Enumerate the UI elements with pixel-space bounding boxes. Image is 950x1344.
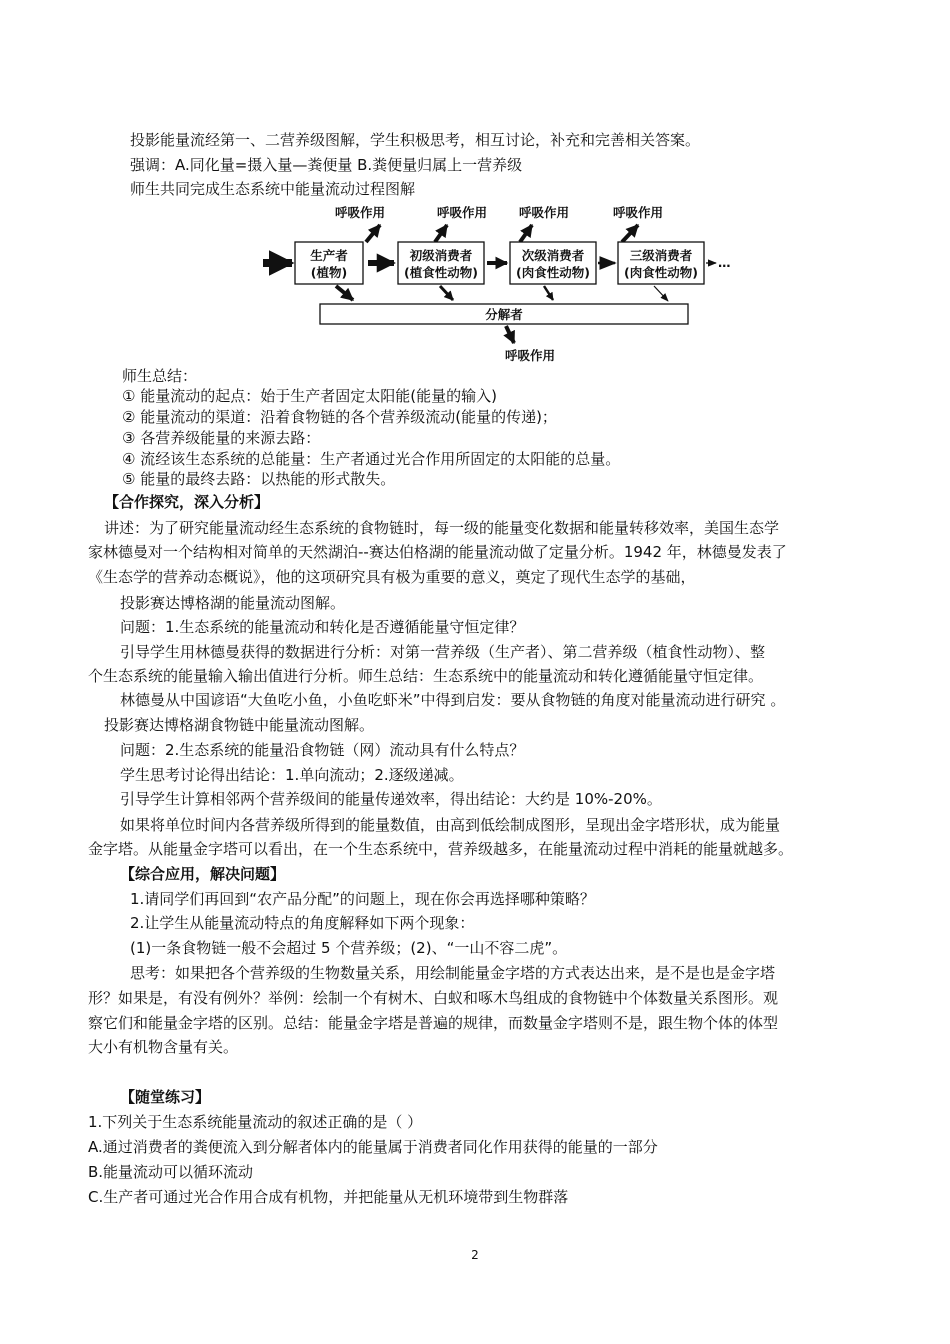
secondary-consumer-label: 次级消费者 [521,248,585,263]
respiration-label-tertiary: 呼吸作用 [612,205,664,220]
think-line-1: 思考：如果把各个营养级的生物数量关系，用绘制能量金字塔的方式表达出来，是不是也是金字塔 [130,964,776,982]
application-question-3: (1)一条食物链一般不会超过 5 个营养级；(2)、“一山不容二虎”。 [130,939,568,957]
question-1: 问题：1.生态系统的能量流动和转化是否遵循能量守恒定律？ [120,618,525,636]
respiration-arrow-secondary [520,225,532,242]
summary-item-4: ④ 流经该生态系统的总能量：生产者通过光合作用所固定的太阳能的总量。 [122,450,621,468]
primary-consumer-label: 初级消费者 [409,248,473,263]
summary-item-2: ② 能量流动的渠道：沿着食物链的各个营养级流动(能量的传递)； [122,408,557,426]
producer-sublabel: (植物) [310,265,348,280]
continuation-ellipsis: … [718,255,731,270]
conclusion-line: 学生思考讨论得出结论：1.单向流动；2.逐级递减。 [120,766,464,784]
page-number: 2 [471,1248,479,1262]
practice-option-a: A.通过消费者的粪便流入到分解者体内的能量属于消费者同化作用获得的能量的一部分 [88,1138,658,1156]
respiration-label-secondary: 呼吸作用 [518,205,570,220]
projection-line-2: 投影赛达博格湖食物链中能量流动图解。 [104,716,375,734]
application-question-1: 1.请同学们再回到“农产品分配”的问题上，现在你会再选择哪种策略？ [130,890,595,908]
application-question-2: 2.让学生从能量流动特点的角度解释如下两个现象： [130,914,475,932]
decompose-arrow-secondary [544,286,553,300]
respiration-label-producer: 呼吸作用 [334,205,386,220]
secondary-consumer-sublabel: (肉食性动物) [516,265,590,280]
proverb-line: 林德曼从中国谚语“大鱼吃小鱼，小鱼吃虾米”中得到启发：要从食物链的角度对能量流动进行研究 。 [120,691,786,709]
decompose-arrow-primary [440,286,453,300]
lecture-line-3: 《生态学的营养动态概说》，他的这项研究具有极为重要的意义，奠定了现代生态学的基础， [88,568,696,586]
lecture-line-2: 家林德曼对一个结构相对简单的天然湖泊--赛达伯格湖的能量流动做了定量分析。1942 年，林德曼发表了 [88,543,787,561]
analysis-line-1: 引导学生用林德曼获得的数据进行分析：对第一营养级（生产者）、第二营养级（植食性动物）、整 [120,643,766,661]
pyramid-line-2: 金字塔。从能量金字塔可以看出，在一个生态系统中，营养级越多，在能量流动过程中消耗的能量就越多。 [88,840,794,858]
pyramid-line-1: 如果将单位时间内各营养级所得到的能量数值，由高到低绘制成图形，呈现出金字塔形状，成为能量 [120,816,781,834]
section-heading-practice: 【随堂练习】 [120,1088,211,1106]
projection-line-1: 投影赛达博格湖的能量流动图解。 [120,594,346,612]
respiration-arrow-tertiary [622,225,638,242]
respiration-label-decomposer: 呼吸作用 [504,348,556,363]
think-line-4: 大小有机物含量有关。 [88,1038,239,1056]
question-2: 问题：2.生态系统的能量沿食物链（网）流动具有什么特点？ [120,741,525,759]
summary-item-3: ③ 各营养级能量的来源去路： [122,429,321,447]
intro-line-2: 强调：A.同化量=摄入量—粪便量 B.粪便量归属上一营养级 [130,156,523,174]
tertiary-consumer-sublabel: (肉食性动物) [624,265,698,280]
practice-option-b: B.能量流动可以循环流动 [88,1163,254,1181]
summary-title: 师生总结： [122,367,198,385]
intro-line-1: 投影能量流经第一、二营养级图解，学生积极思考，相互讨论，补充和完善相关答案。 [130,131,701,149]
intro-line-3: 师生共同完成生态系统中能量流动过程图解 [130,180,416,198]
section-heading-application: 【综合应用，解决问题】 [120,865,286,883]
think-line-3: 察它们和能量金字塔的区别。总结：能量金字塔是普遍的规律，而数量金字塔则不是，跟生物个体的体型 [88,1014,779,1032]
practice-question-1: 1.下列关于生态系统能量流动的叙述正确的是（ ） [88,1113,423,1131]
summary-item-1: ① 能量流动的起点：始于生产者固定太阳能(能量的输入) [122,387,497,405]
decompose-arrow-producer [336,286,353,300]
respiration-label-primary: 呼吸作用 [436,205,488,220]
decomposer-label: 分解者 [485,307,523,322]
respiration-arrow-producer [366,225,380,242]
lecture-line-1: 讲述：为了研究能量流动经生态系统的食物链时，每一级的能量变化数据和能量转移效率，美国生态学 [104,519,780,537]
efficiency-line: 引导学生计算相邻两个营养级间的能量传递效率，得出结论：大约是 10%-20%。 [120,790,662,808]
primary-consumer-sublabel: (植食性动物) [404,265,478,280]
decompose-arrow-tertiary [654,286,668,301]
respiration-arrow-primary [435,225,447,242]
section-heading-cooperative: 【合作探究，深入分析】 [104,493,270,511]
think-line-2: 形？如果是，有没有例外？举例：绘制一个有树木、白蚁和啄木鸟组成的食物链中个体数量关系图形。观 [88,989,779,1007]
energy-flow-diagram [250,197,750,365]
producer-label: 生产者 [310,248,348,263]
respiration-arrow-decomposer [506,326,514,343]
analysis-line-2: 个生态系统的能量输入输出值进行分析。师生总结：生态系统中的能量流动和转化遵循能量守恒定律。 [88,667,764,685]
practice-option-c: C.生产者可通过光合作用合成有机物，并把能量从无机环境带到生物群落 [88,1188,569,1206]
tertiary-consumer-label: 三级消费者 [629,248,693,263]
summary-item-5: ⑤ 能量的最终去路：以热能的形式散失。 [122,470,396,488]
